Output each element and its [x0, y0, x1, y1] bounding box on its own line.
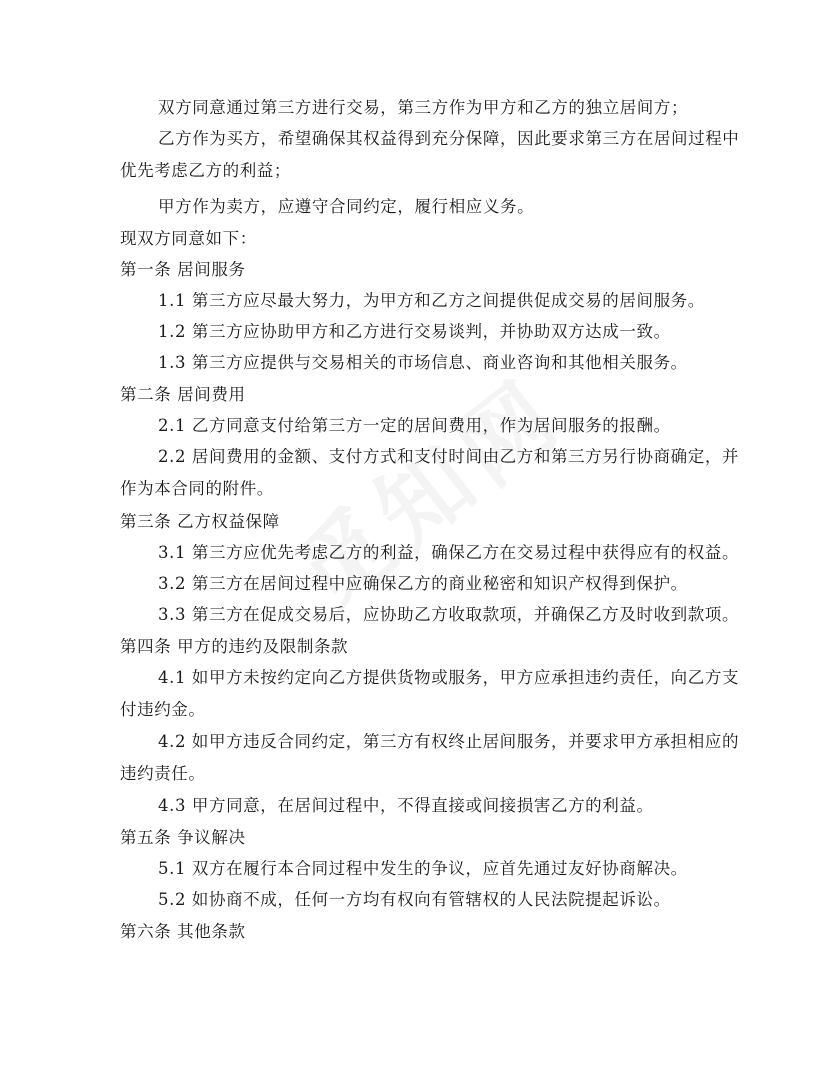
- clause-line: 1.1 第三方应尽最大努力，为甲方和乙方之间提供促成交易的居间服务。: [158, 291, 705, 310]
- paragraph-line: 甲方作为卖方，应遵守合同约定，履行相应义务。: [158, 197, 535, 216]
- clause-line: 违约责任。: [120, 764, 206, 783]
- clause-line: 1.2 第三方应协助甲方和乙方进行交易谈判，并协助双方达成一致。: [158, 322, 671, 341]
- paragraph-line: 现双方同意如下：: [120, 229, 257, 248]
- clause-line: 2.2 居间费用的金额、支付方式和支付时间由乙方和第三方另行协商确定，并: [158, 447, 740, 466]
- clause-line: 4.1 如甲方未按约定向乙方提供货物或服务，甲方应承担违约责任，向乙方支: [158, 668, 740, 687]
- section-heading: 第五条 争议解决: [120, 828, 246, 847]
- clause-line: 3.3 第三方在促成交易后，应协助乙方收取款项，并确保乙方及时收到款项。: [158, 605, 740, 624]
- clause-line: 5.1 双方在履行本合同过程中发生的争议，应首先通过友好协商解决。: [158, 859, 688, 878]
- clause-line: 2.1 乙方同意支付给第三方一定的居间费用，作为居间服务的报酬。: [158, 416, 671, 435]
- clause-line: 4.2 如甲方违反合同约定，第三方有权终止居间服务，并要求甲方承担相应的: [158, 732, 740, 751]
- section-heading: 第三条 乙方权益保障: [120, 512, 280, 531]
- clause-line: 1.3 第三方应提供与交易相关的市场信息、商业咨询和其他相关服务。: [158, 353, 688, 372]
- section-heading: 第六条 其他条款: [120, 922, 246, 941]
- section-heading: 第一条 居间服务: [120, 260, 246, 279]
- paragraph-line: 优先考虑乙方的利益；: [120, 161, 291, 180]
- clause-line: 3.1 第三方应优先考虑乙方的利益，确保乙方在交易过程中获得应有的权益。: [158, 543, 740, 562]
- paragraph-line: 乙方作为买方，希望确保其权益得到充分保障，因此要求第三方在居间过程中: [158, 129, 740, 148]
- section-heading: 第四条 甲方的违约及限制条款: [120, 637, 349, 656]
- clause-line: 付违约金。: [120, 700, 206, 719]
- section-heading: 第二条 居间费用: [120, 385, 246, 404]
- clause-line: 作为本合同的附件。: [120, 479, 274, 498]
- clause-line: 5.2 如协商不成，任何一方均有权向有管辖权的人民法院提起诉讼。: [158, 890, 671, 909]
- clause-line: 4.3 甲方同意，在居间过程中，不得直接或间接损害乙方的利益。: [158, 796, 654, 815]
- clause-line: 3.2 第三方在居间过程中应确保乙方的商业秘密和知识产权得到保护。: [158, 574, 688, 593]
- paragraph-line: 双方同意通过第三方进行交易，第三方作为甲方和乙方的独立居间方；: [158, 98, 689, 117]
